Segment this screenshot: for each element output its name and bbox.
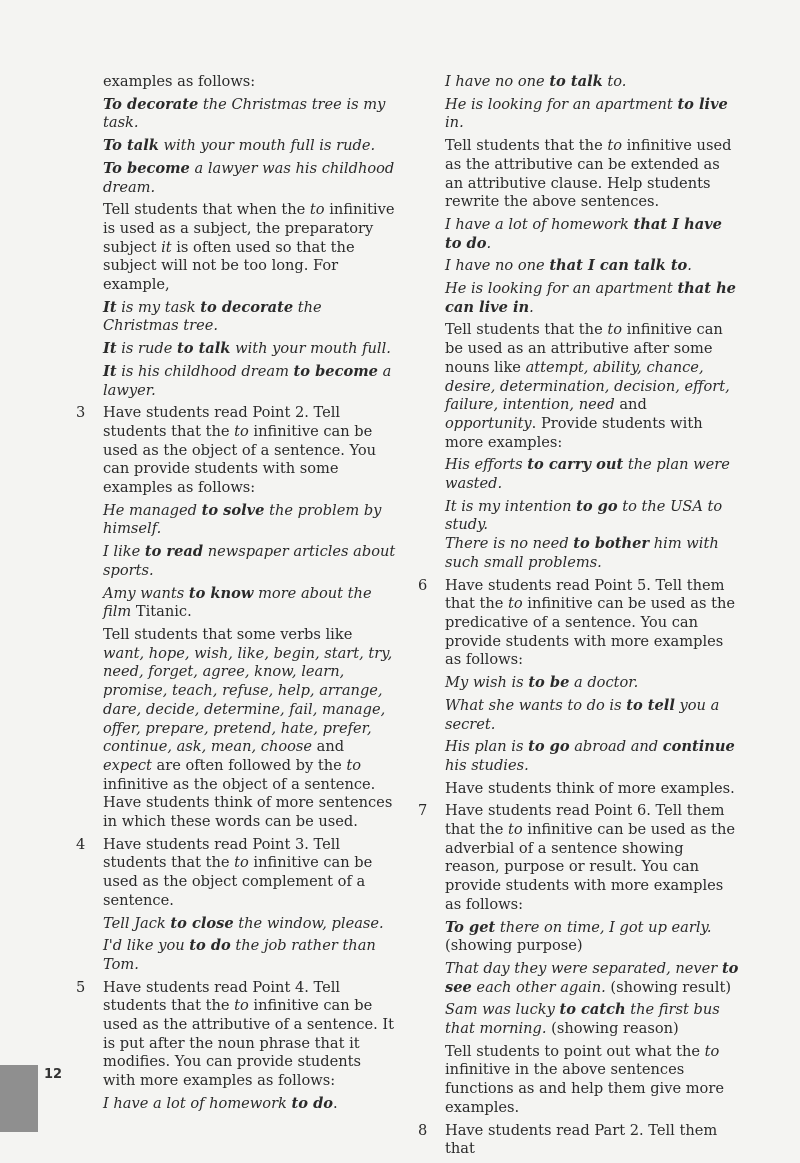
example-sentence: I have a lot of homework to do. — [103, 1094, 338, 1112]
example-sentence: I have a lot of homework that I have to do. — [445, 215, 722, 252]
list-number: 4 — [76, 835, 86, 853]
paragraph: Tell students that some verbs like want, hope, wish, like, begin, start, try, need, forget, agree, know, learn, promise, teach, refuse, help, arrange, dare, decide, determine, fail, manage, offer, prepare, pretend, hate, prefer, continue, ask, mean, choose and expect are often followed by the to infinitive as the object of a sentence. Have students think of more sentences in which these words can be used. — [103, 625, 393, 831]
paragraph: examples as follows: — [103, 73, 256, 90]
example-sentence: There is no need to bother him with such small problems. — [445, 535, 719, 571]
example-sentence: It is my intention to go to the USA to study. — [445, 497, 723, 534]
list-item — [418, 1122, 740, 1159]
example-sentence: His efforts to carry out the plan were wasted. — [445, 456, 730, 493]
example-sentence: I have no one to talk to. — [445, 73, 627, 90]
paragraph: Tell students that the to infinitive used as the attributive can be extended as an attributive clause. Help students rewrite the above sentences. — [445, 137, 732, 211]
example-sentence: It is his childhood dream to become a lawyer. — [103, 362, 392, 399]
example-sentence: To become a lawyer was his childhood dream. — [103, 159, 395, 196]
example-sentence: It is my task to decorate the Christmas tree. — [103, 298, 322, 335]
paragraph: Tell students to point out what the to infinitive in the above sentences functions as and help them give more examples. — [445, 1042, 724, 1116]
example-sentence: He is looking for an apartment that he can live in. — [445, 280, 736, 316]
list-item — [76, 404, 396, 831]
page-tab-marker — [0, 1065, 38, 1132]
paragraph: Have students read Part 2. Tell them that — [445, 1121, 718, 1158]
example-sentence: I like to read newspaper articles about sports. — [103, 543, 396, 579]
example-sentence: My wish is to be a doctor. — [445, 674, 639, 692]
paragraph: Tell students that when the to infinitive is used as a subject, the preparatory subject it is often used so that the subject will not be too long. For example, — [103, 201, 395, 294]
list-item — [418, 802, 740, 1117]
paragraph: Have students read Point 4. Tell students that the to infinitive can be used as the attributive of a sentence. It is put after the noun phrase that it modifies. You can provide students with more examples as follows: — [103, 978, 395, 1090]
page-number: 12 — [44, 1067, 63, 1082]
paragraph: Tell students that the to infinitive can be used as an attributive after some nouns like attempt, ability, chance, desire, determination, decision, effort, failure, intention, need and opportunity. Provide students with more examples: — [445, 321, 730, 451]
right-column — [418, 73, 740, 1163]
example-sentence: It is rude to talk with your mouth full. — [103, 340, 391, 358]
example-sentence: Tell Jack to close the window, please. — [103, 914, 384, 932]
example-sentence: I'd like you to do the job rather than Tom. — [103, 937, 376, 973]
example-sentence: To decorate the Christmas tree is my task. — [103, 95, 386, 132]
example-sentence: I have no one that I can talk to. — [445, 257, 692, 275]
example-sentence: To talk with your mouth full is rude. — [103, 137, 376, 155]
list-number: 5 — [76, 978, 86, 996]
paragraph: Have students read Point 2. Tell students that the to infinitive can be used as the object of a sentence. You can provide students with some examples as follows: — [103, 404, 377, 497]
example-sentence: To get there on time, I got up early. (showing purpose) — [445, 918, 712, 955]
list-number: 6 — [418, 576, 428, 594]
list-number: 3 — [76, 404, 86, 422]
list-number: 8 — [418, 1121, 428, 1139]
list-item — [418, 577, 740, 799]
example-sentence: He is looking for an apartment to live in. — [445, 95, 728, 132]
example-sentence: Sam was lucky to catch the first bus that morning. (showing reason) — [445, 1001, 720, 1038]
left-column — [76, 73, 396, 1118]
paragraph: Have students read Point 3. Tell students that the to infinitive can be used as the object complement of a sentence. — [103, 835, 373, 909]
list-number: 7 — [418, 802, 428, 820]
list-item — [76, 979, 396, 1114]
example-sentence: That day they were separated, never to see each other again. (showing result) — [445, 959, 739, 996]
list-item — [76, 836, 396, 975]
example-sentence: Amy wants to know more about the film Titanic. — [103, 584, 372, 621]
paragraph: Have students think of more examples. — [445, 779, 735, 797]
paragraph: Have students read Point 5. Tell them that the to infinitive can be used as the predicative of a sentence. You can provide students with more examples as follows: — [445, 576, 735, 669]
example-sentence: His plan is to go abroad and continue his studies. — [445, 738, 735, 774]
example-sentence: He managed to solve the problem by himself. — [103, 501, 382, 538]
paragraph: Have students read Point 6. Tell them that the to infinitive can be used as the adverbial of a sentence showing reason, purpose or result. You can provide students with more examples as follows: — [445, 802, 735, 913]
example-sentence: What she wants to do is to tell you a secret. — [445, 696, 720, 733]
